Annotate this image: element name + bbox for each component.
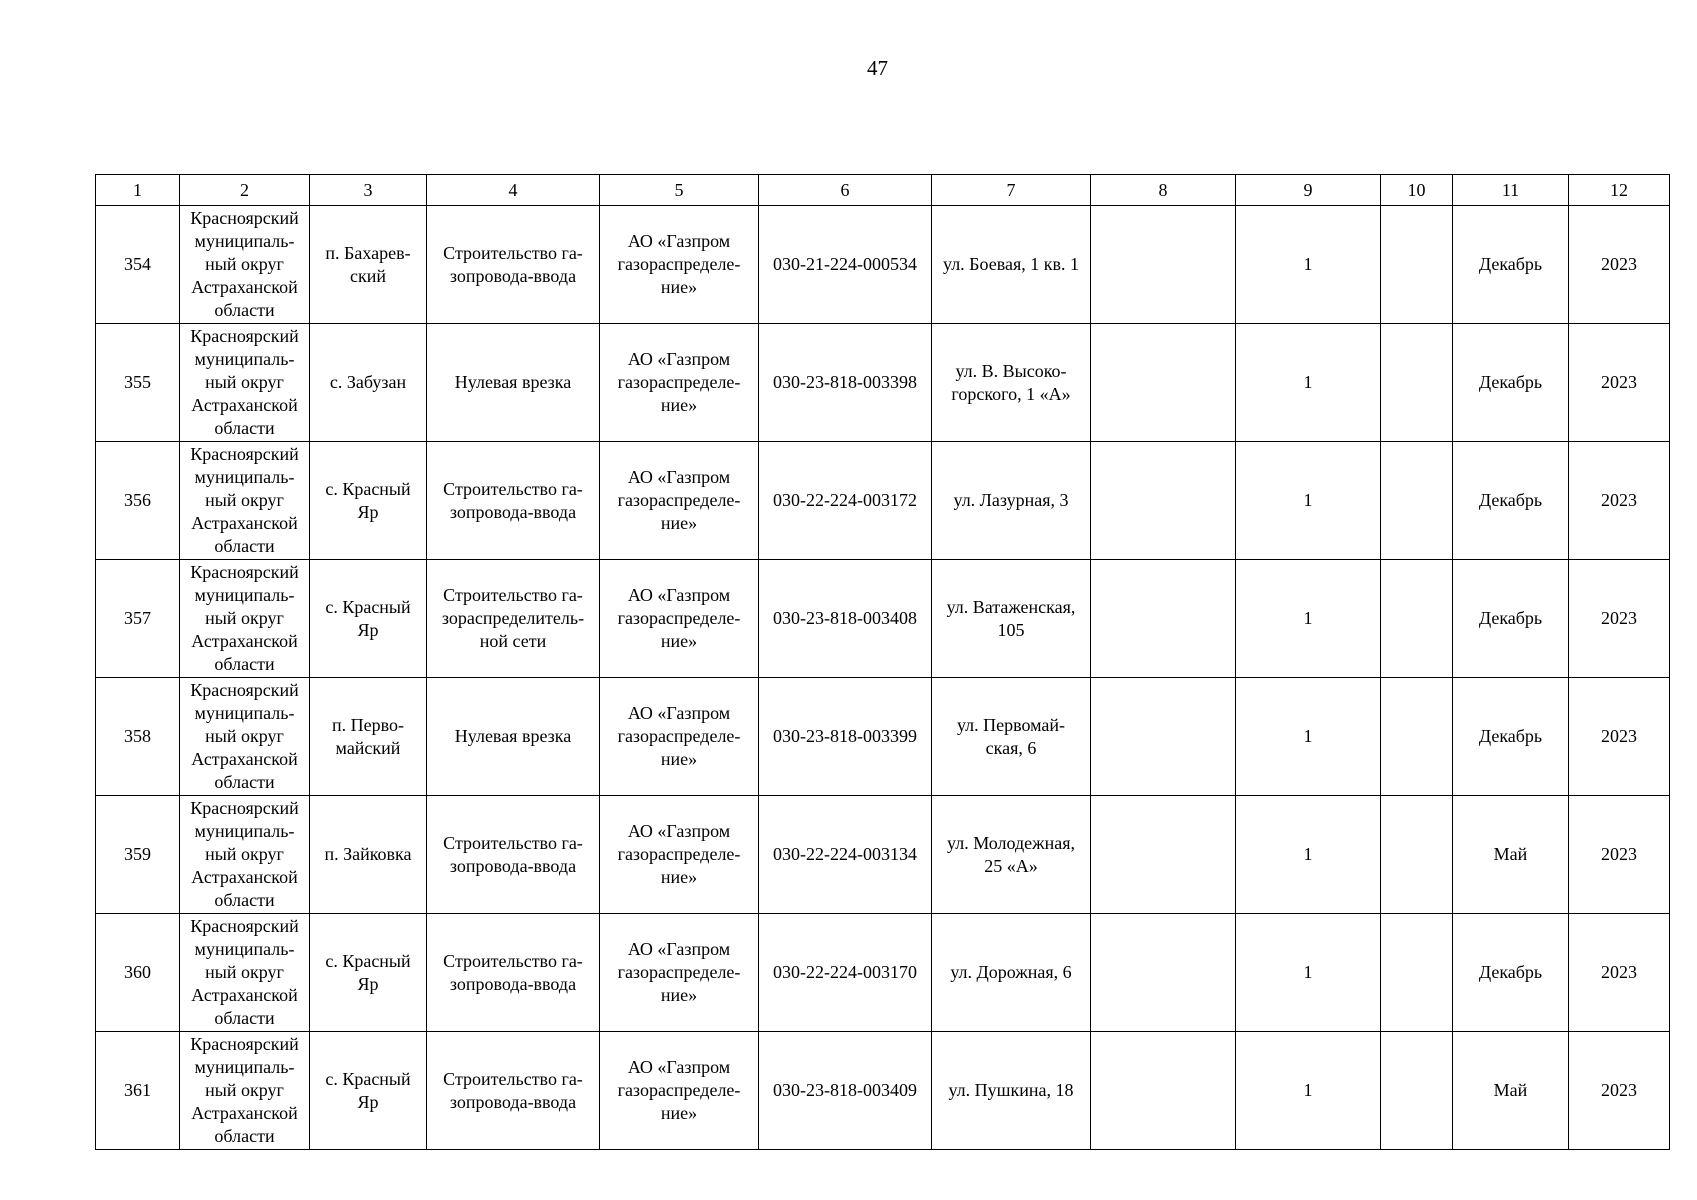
table-row [96, 442, 1670, 560]
district-cell: Красноярский муниципаль- ный округ Астраханской области [180, 678, 310, 796]
column-10-cell [1381, 914, 1453, 1032]
work-type-cell: Строительство га- зопровода-ввода [427, 442, 600, 560]
settlement-cell: с. Красный Яр [310, 560, 427, 678]
count-cell: 1 [1236, 560, 1381, 678]
count-cell: 1 [1236, 442, 1381, 560]
month-cell: Декабрь [1453, 678, 1569, 796]
code-cell: 030-22-224-003170 [759, 914, 932, 1032]
district-cell: Красноярский муниципаль- ный округ Астраханской области [180, 796, 310, 914]
code-cell: 030-22-224-003172 [759, 442, 932, 560]
address-cell: ул. Боевая, 1 кв. 1 [932, 206, 1091, 324]
year-cell: 2023 [1569, 206, 1670, 324]
column-10-cell [1381, 560, 1453, 678]
operator-cell: АО «Газпром газораспределе- ние» [600, 678, 759, 796]
settlement-cell: п. Зайковка [310, 796, 427, 914]
code-cell: 030-23-818-003398 [759, 324, 932, 442]
row-number-cell: 354 [96, 206, 180, 324]
table-row [96, 678, 1670, 796]
settlement-cell: п. Бахарев- ский [310, 206, 427, 324]
district-cell: Красноярский муниципаль- ный округ Астраханской области [180, 560, 310, 678]
code-cell: 030-23-818-003408 [759, 560, 932, 678]
table-row [96, 796, 1670, 914]
operator-cell: АО «Газпром газораспределе- ние» [600, 206, 759, 324]
code-cell: 030-22-224-003134 [759, 796, 932, 914]
year-cell: 2023 [1569, 442, 1670, 560]
year-cell: 2023 [1569, 324, 1670, 442]
month-cell: Декабрь [1453, 560, 1569, 678]
column-8-cell [1091, 560, 1236, 678]
table-row [96, 914, 1670, 1032]
operator-cell: АО «Газпром газораспределе- ние» [600, 796, 759, 914]
column-header: 8 [1091, 175, 1236, 206]
month-cell: Декабрь [1453, 442, 1569, 560]
year-cell: 2023 [1569, 560, 1670, 678]
year-cell: 2023 [1569, 678, 1670, 796]
month-cell: Декабрь [1453, 324, 1569, 442]
row-number-cell: 360 [96, 914, 180, 1032]
column-8-cell [1091, 324, 1236, 442]
address-cell: ул. В. Высоко- горского, 1 «А» [932, 324, 1091, 442]
column-10-cell [1381, 206, 1453, 324]
address-cell: ул. Молодежная, 25 «А» [932, 796, 1091, 914]
operator-cell: АО «Газпром газораспределе- ние» [600, 324, 759, 442]
column-header: 10 [1381, 175, 1453, 206]
row-number-cell: 361 [96, 1032, 180, 1150]
work-type-cell: Строительство га- зопровода-ввода [427, 206, 600, 324]
address-cell: ул. Лазурная, 3 [932, 442, 1091, 560]
column-8-cell [1091, 1032, 1236, 1150]
count-cell: 1 [1236, 206, 1381, 324]
column-header: 11 [1453, 175, 1569, 206]
address-cell: ул. Дорожная, 6 [932, 914, 1091, 1032]
count-cell: 1 [1236, 678, 1381, 796]
column-header: 3 [310, 175, 427, 206]
table-row [96, 560, 1670, 678]
address-cell: ул. Первомай- ская, 6 [932, 678, 1091, 796]
column-8-cell [1091, 442, 1236, 560]
row-number-cell: 358 [96, 678, 180, 796]
address-cell: ул. Пушкина, 18 [932, 1032, 1091, 1150]
district-cell: Красноярский муниципаль- ный округ Астраханской области [180, 1032, 310, 1150]
year-cell: 2023 [1569, 914, 1670, 1032]
district-cell: Красноярский муниципаль- ный округ Астраханской области [180, 914, 310, 1032]
code-cell: 030-23-818-003409 [759, 1032, 932, 1150]
settlement-cell: с. Красный Яр [310, 914, 427, 1032]
operator-cell: АО «Газпром газораспределе- ние» [600, 560, 759, 678]
year-cell: 2023 [1569, 796, 1670, 914]
page-number: 47 [867, 56, 888, 80]
column-header: 2 [180, 175, 310, 206]
column-header: 4 [427, 175, 600, 206]
column-10-cell [1381, 678, 1453, 796]
work-type-cell: Нулевая врезка [427, 678, 600, 796]
month-cell: Декабрь [1453, 914, 1569, 1032]
column-header: 6 [759, 175, 932, 206]
month-cell: Май [1453, 796, 1569, 914]
column-header: 9 [1236, 175, 1381, 206]
table-row [96, 206, 1670, 324]
row-number-cell: 357 [96, 560, 180, 678]
district-cell: Красноярский муниципаль- ный округ Астраханской области [180, 442, 310, 560]
row-number-cell: 359 [96, 796, 180, 914]
work-type-cell: Строительство га- зопровода-ввода [427, 1032, 600, 1150]
work-type-cell: Строительство га- зораспределитель- ной сети [427, 560, 600, 678]
operator-cell: АО «Газпром газораспределе- ние» [600, 442, 759, 560]
table-row [96, 1032, 1670, 1150]
count-cell: 1 [1236, 914, 1381, 1032]
code-cell: 030-23-818-003399 [759, 678, 932, 796]
work-type-cell: Строительство га- зопровода-ввода [427, 914, 600, 1032]
address-cell: ул. Ватаженская, 105 [932, 560, 1091, 678]
column-10-cell [1381, 796, 1453, 914]
table-row [96, 324, 1670, 442]
column-10-cell [1381, 1032, 1453, 1150]
operator-cell: АО «Газпром газораспределе- ние» [600, 914, 759, 1032]
column-10-cell [1381, 324, 1453, 442]
column-header: 12 [1569, 175, 1670, 206]
count-cell: 1 [1236, 1032, 1381, 1150]
column-8-cell [1091, 796, 1236, 914]
district-cell: Красноярский муниципаль- ный округ Астраханской области [180, 324, 310, 442]
year-cell: 2023 [1569, 1032, 1670, 1150]
district-cell: Красноярский муниципаль- ный округ Астраханской области [180, 206, 310, 324]
column-header: 5 [600, 175, 759, 206]
month-cell: Декабрь [1453, 206, 1569, 324]
code-cell: 030-21-224-000534 [759, 206, 932, 324]
month-cell: Май [1453, 1032, 1569, 1150]
column-header: 7 [932, 175, 1091, 206]
row-number-cell: 355 [96, 324, 180, 442]
settlement-cell: с. Красный Яр [310, 1032, 427, 1150]
count-cell: 1 [1236, 324, 1381, 442]
row-number-cell: 356 [96, 442, 180, 560]
work-type-cell: Нулевая врезка [427, 324, 600, 442]
register-body [96, 206, 1670, 1150]
column-header: 1 [96, 175, 180, 206]
operator-cell: АО «Газпром газораспределе- ние» [600, 1032, 759, 1150]
column-8-cell [1091, 678, 1236, 796]
column-10-cell [1381, 442, 1453, 560]
work-type-cell: Строительство га- зопровода-ввода [427, 796, 600, 914]
settlement-cell: с. Забузан [310, 324, 427, 442]
register-table [95, 174, 1670, 1150]
count-cell: 1 [1236, 796, 1381, 914]
column-number-row [96, 175, 1670, 206]
column-8-cell [1091, 206, 1236, 324]
settlement-cell: п. Перво- майский [310, 678, 427, 796]
settlement-cell: с. Красный Яр [310, 442, 427, 560]
column-8-cell [1091, 914, 1236, 1032]
